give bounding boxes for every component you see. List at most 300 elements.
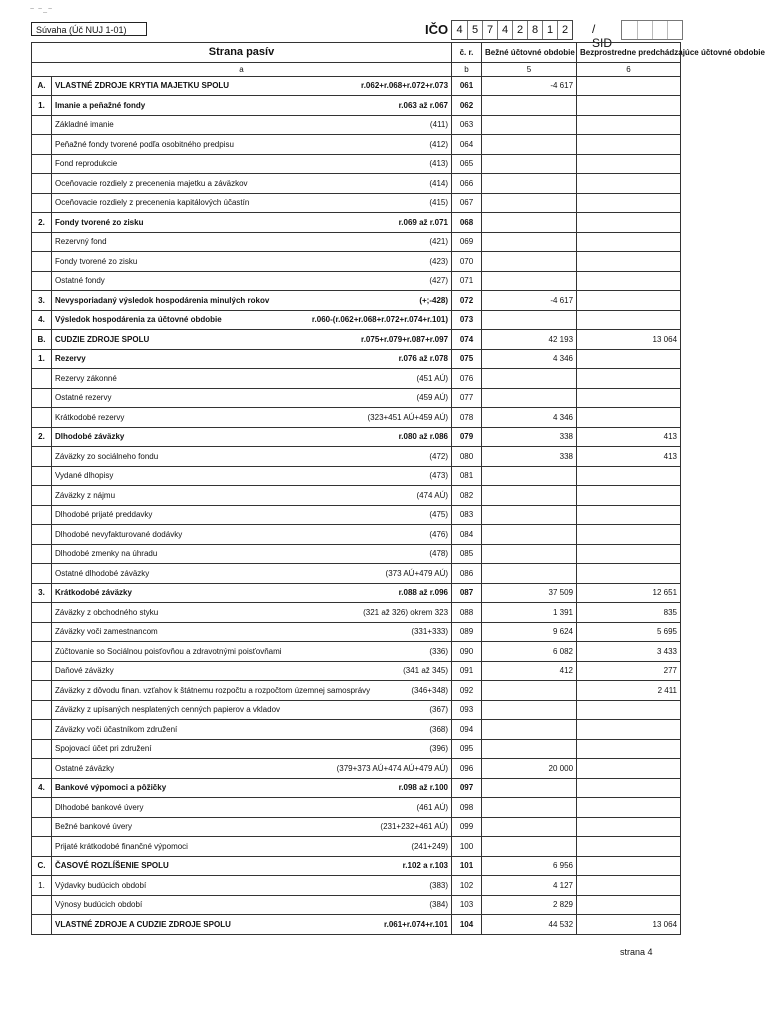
row-description (52, 837, 452, 857)
table-row (32, 76, 681, 96)
row-label: Výdavky budúcich období (55, 880, 147, 890)
row-label: Rezervy zákonné (55, 373, 117, 383)
row-reference: r.076 až r.078 (398, 354, 449, 364)
table-row (32, 252, 681, 272)
row-section-number: 2. (32, 213, 52, 233)
row-code: 096 (452, 759, 482, 779)
row-description (52, 447, 452, 467)
row-reference: r.080 až r.086 (398, 432, 449, 442)
row-label: Dlhodobé prijaté preddavky (55, 510, 153, 520)
row-description (52, 720, 452, 740)
row-previous-value: 3 433 (577, 642, 681, 662)
row-section-number (32, 447, 52, 467)
row-label: Peňažné fondy tvorené podľa osobitného predpisu (55, 139, 234, 149)
row-current-value (482, 193, 577, 213)
row-previous-value (577, 291, 681, 311)
row-section-number (32, 154, 52, 174)
table-row (32, 525, 681, 545)
row-current-value (482, 252, 577, 272)
table-body (32, 76, 681, 934)
table-row (32, 96, 681, 116)
row-description (52, 330, 452, 350)
table-row (32, 466, 681, 486)
row-previous-value (577, 895, 681, 915)
row-label: Základné imanie (55, 120, 114, 130)
sid-cell (622, 21, 637, 39)
row-reference: (412) (429, 139, 449, 149)
row-label: Fondy tvorené zo zisku (55, 217, 144, 227)
row-reference: (373 AÚ+479 AÚ) (385, 568, 449, 578)
row-current-value (482, 135, 577, 155)
sid-label: / SID (592, 22, 613, 50)
row-previous-value (577, 837, 681, 857)
row-code: 084 (452, 525, 482, 545)
row-reference: (+;-428) (419, 295, 449, 305)
row-code: 062 (452, 96, 482, 116)
row-current-value (482, 564, 577, 584)
row-previous-value (577, 817, 681, 837)
row-current-value (482, 486, 577, 506)
row-current-value (482, 739, 577, 759)
row-section-number (32, 544, 52, 564)
row-section-number (32, 603, 52, 623)
row-section-number (32, 817, 52, 837)
row-previous-value (577, 466, 681, 486)
row-code: 066 (452, 174, 482, 194)
row-previous-value (577, 76, 681, 96)
ico-digit: 1 (542, 21, 557, 39)
row-description (52, 193, 452, 213)
row-section-number (32, 739, 52, 759)
row-code: 071 (452, 271, 482, 291)
row-description (52, 681, 452, 701)
row-description (52, 817, 452, 837)
row-code: 099 (452, 817, 482, 837)
row-code: 085 (452, 544, 482, 564)
row-section-number (32, 798, 52, 818)
row-description (52, 856, 452, 876)
row-code: 076 (452, 369, 482, 389)
row-code: 075 (452, 349, 482, 369)
column-header-title: Strana pasív (32, 43, 452, 63)
row-section-number (32, 135, 52, 155)
row-description (52, 739, 452, 759)
ico-digit: 5 (467, 21, 482, 39)
row-section-number (32, 252, 52, 272)
row-description (52, 759, 452, 779)
row-label: VLASTNÉ ZDROJE A CUDZIE ZDROJE SPOLU (55, 919, 231, 929)
row-description (52, 174, 452, 194)
row-description (52, 661, 452, 681)
row-reference: r.075+r.079+r.087+r.097 (361, 334, 449, 344)
table-row (32, 661, 681, 681)
row-section-number (32, 369, 52, 389)
row-code: 064 (452, 135, 482, 155)
row-reference: (411) (429, 120, 449, 130)
row-reference: r.098 až r.100 (398, 783, 449, 793)
row-previous-value (577, 408, 681, 428)
sid-cell (637, 21, 652, 39)
row-code: 098 (452, 798, 482, 818)
row-code: 078 (452, 408, 482, 428)
table-row (32, 759, 681, 779)
row-previous-value (577, 271, 681, 291)
row-section-number (32, 661, 52, 681)
row-description (52, 544, 452, 564)
row-code: 072 (452, 291, 482, 311)
row-label: Ostatné záväzky (55, 763, 115, 773)
table-row (32, 915, 681, 935)
row-reference: (383) (429, 880, 449, 890)
table-row (32, 330, 681, 350)
row-code: 077 (452, 388, 482, 408)
row-reference: r.088 až r.096 (398, 588, 449, 598)
row-label: Vydané dlhopisy (55, 471, 114, 481)
row-section-number: 3. (32, 583, 52, 603)
row-current-value: 9 624 (482, 622, 577, 642)
row-reference: r.060-(r.062+r.068+r.072+r.074+r.101) (311, 315, 449, 325)
table-row (32, 447, 681, 467)
row-description (52, 388, 452, 408)
row-description (52, 583, 452, 603)
row-label: Ostatné fondy (55, 276, 105, 286)
table-row (32, 895, 681, 915)
row-section-number (32, 271, 52, 291)
row-label: Imanie a peňažné fondy (55, 100, 146, 110)
row-label: Záväzky z upísaných nesplatených cenných papierov a vkladov (55, 705, 281, 715)
row-label: Výnosy budúcich období (55, 900, 143, 910)
row-current-value (482, 174, 577, 194)
table-row (32, 564, 681, 584)
table-row (32, 505, 681, 525)
row-current-value (482, 700, 577, 720)
row-code: 091 (452, 661, 482, 681)
row-previous-value (577, 232, 681, 252)
row-reference: (476) (429, 529, 449, 539)
row-label: Záväzky z obchodného styku (55, 607, 159, 617)
row-label: Zúčtovanie so Sociálnou poisťovňou a zdravotnými poisťovňami (55, 646, 282, 656)
table-row (32, 349, 681, 369)
table-row (32, 720, 681, 740)
row-description (52, 778, 452, 798)
column-letter: 5 (482, 62, 577, 76)
row-description (52, 642, 452, 662)
table-row (32, 486, 681, 506)
row-description (52, 486, 452, 506)
row-previous-value (577, 213, 681, 233)
row-reference: (379+373 AÚ+474 AÚ+479 AÚ) (336, 763, 449, 773)
row-code: 067 (452, 193, 482, 213)
row-previous-value (577, 544, 681, 564)
row-code: 073 (452, 310, 482, 330)
row-current-value: 20 000 (482, 759, 577, 779)
row-current-value: 6 082 (482, 642, 577, 662)
row-section-number: C. (32, 856, 52, 876)
row-previous-value (577, 369, 681, 389)
row-description (52, 369, 452, 389)
row-section-number (32, 505, 52, 525)
ico-digit-cells (451, 20, 573, 40)
table-row (32, 622, 681, 642)
row-previous-value (577, 505, 681, 525)
row-reference: (231+232+461 AÚ) (380, 822, 449, 832)
row-current-value (482, 310, 577, 330)
row-description (52, 154, 452, 174)
row-code: 100 (452, 837, 482, 857)
row-code: 070 (452, 252, 482, 272)
row-section-number (32, 486, 52, 506)
row-current-value: 4 346 (482, 408, 577, 428)
row-section-number (32, 622, 52, 642)
row-previous-value: 413 (577, 447, 681, 467)
table-row (32, 310, 681, 330)
row-code: 093 (452, 700, 482, 720)
row-current-value: 44 532 (482, 915, 577, 935)
row-label: Dlhodobé bankové úvery (55, 802, 144, 812)
row-code: 065 (452, 154, 482, 174)
row-label: Bežné bankové úvery (55, 822, 132, 832)
row-label: Oceňovacie rozdiely z precenenia majetku a záväzkov (55, 178, 248, 188)
row-label: Fond reprodukcie (55, 159, 118, 169)
row-label: ČASOVÉ ROZLÍŠENIE SPOLU (55, 861, 169, 871)
row-current-value (482, 778, 577, 798)
row-previous-value: 835 (577, 603, 681, 623)
row-previous-value (577, 778, 681, 798)
row-label: Záväzky voči zamestnancom (55, 627, 158, 637)
page-number: strana 4 (620, 947, 653, 957)
row-current-value (482, 271, 577, 291)
row-description (52, 96, 452, 116)
row-previous-value: 277 (577, 661, 681, 681)
row-description (52, 408, 452, 428)
row-label: Oceňovacie rozdiely z precenenia kapitálových účastín (55, 198, 250, 208)
row-code: 088 (452, 603, 482, 623)
row-code: 080 (452, 447, 482, 467)
row-reference: r.061+r.074+r.101 (383, 919, 449, 929)
row-label: CUDZIE ZDROJE SPOLU (55, 334, 150, 344)
row-section-number (32, 895, 52, 915)
row-current-value: -4 617 (482, 291, 577, 311)
row-description (52, 427, 452, 447)
row-section-number (32, 915, 52, 935)
table-row (32, 232, 681, 252)
row-previous-value: 13 064 (577, 330, 681, 350)
row-section-number (32, 193, 52, 213)
row-reference: (241+249) (411, 841, 449, 851)
row-reference: (321 až 326) okrem 323 (363, 607, 449, 617)
row-current-value (482, 505, 577, 525)
row-code: 097 (452, 778, 482, 798)
row-previous-value (577, 564, 681, 584)
row-current-value (482, 525, 577, 545)
table-row (32, 856, 681, 876)
header-scribble: ~ ~_~ (30, 6, 54, 13)
row-current-value: 338 (482, 447, 577, 467)
row-description (52, 622, 452, 642)
table-row (32, 700, 681, 720)
row-reference: (413) (429, 159, 449, 169)
column-header-current-period: Bežné účtovné obdobie (482, 43, 577, 63)
row-section-number: A. (32, 76, 52, 96)
row-description (52, 876, 452, 896)
row-code: 101 (452, 856, 482, 876)
row-reference: r.102 a r.103 (402, 861, 449, 871)
ico-digit: 4 (456, 24, 463, 36)
row-label: Záväzky z nájmu (55, 490, 116, 500)
row-description (52, 291, 452, 311)
row-description (52, 135, 452, 155)
row-section-number (32, 720, 52, 740)
row-previous-value (577, 388, 681, 408)
table-row (32, 154, 681, 174)
row-section-number (32, 759, 52, 779)
row-reference: (478) (429, 549, 449, 559)
table-row (32, 739, 681, 759)
row-code: 069 (452, 232, 482, 252)
row-reference: (421) (429, 237, 449, 247)
ico-digit: 2 (557, 21, 572, 39)
row-label: VLASTNÉ ZDROJE KRYTIA MAJETKU SPOLU (55, 81, 230, 91)
table-row (32, 408, 681, 428)
row-label: Záväzky voči účastníkom združení (55, 724, 178, 734)
row-label: Dlhodobé nevyfakturované dodávky (55, 529, 183, 539)
row-section-number (32, 525, 52, 545)
row-description (52, 798, 452, 818)
row-label: Bankové výpomoci a pôžičky (55, 783, 167, 793)
row-current-value (482, 817, 577, 837)
row-current-value: -4 617 (482, 76, 577, 96)
row-section-number: 2. (32, 427, 52, 447)
table-row (32, 213, 681, 233)
row-label: Dlhodobé zmenky na úhradu (55, 549, 158, 559)
row-previous-value: 13 064 (577, 915, 681, 935)
row-previous-value (577, 135, 681, 155)
row-description (52, 700, 452, 720)
row-reference: (346+348) (411, 685, 449, 695)
row-code: 063 (452, 115, 482, 135)
row-current-value: 6 956 (482, 856, 577, 876)
row-previous-value (577, 310, 681, 330)
ico-digit: 2 (512, 21, 527, 39)
row-code: 086 (452, 564, 482, 584)
row-reference: (396) (429, 744, 449, 754)
row-description (52, 505, 452, 525)
row-label: Fondy tvorené zo zisku (55, 256, 138, 266)
row-current-value (482, 837, 577, 857)
row-reference: (331+333) (411, 627, 449, 637)
row-previous-value (577, 525, 681, 545)
row-current-value (482, 388, 577, 408)
row-previous-value (577, 349, 681, 369)
row-reference: r.062+r.068+r.072+r.073 (361, 81, 449, 91)
row-section-number: 3. (32, 291, 52, 311)
row-reference: (472) (429, 451, 449, 461)
row-reference: (368) (429, 724, 449, 734)
row-description (52, 232, 452, 252)
row-code: 104 (452, 915, 482, 935)
row-previous-value (577, 486, 681, 506)
row-previous-value (577, 700, 681, 720)
row-current-value (482, 544, 577, 564)
row-current-value: 412 (482, 661, 577, 681)
row-section-number (32, 408, 52, 428)
row-previous-value (577, 876, 681, 896)
row-reference: (475) (429, 510, 449, 520)
row-previous-value (577, 856, 681, 876)
row-description (52, 564, 452, 584)
row-section-number (32, 700, 52, 720)
row-label: Rezervný fond (55, 237, 107, 247)
ico-digit: 4 (497, 21, 512, 39)
column-letter: a (32, 62, 452, 76)
row-description (52, 213, 452, 233)
table-row (32, 583, 681, 603)
row-reference: (459 AÚ) (416, 393, 449, 403)
sid-cell (652, 21, 667, 39)
row-code: 061 (452, 76, 482, 96)
table-row (32, 427, 681, 447)
row-reference: r.069 až r.071 (398, 217, 449, 227)
row-label: Záväzky zo sociálneho fondu (55, 451, 159, 461)
row-section-number (32, 642, 52, 662)
row-reference: (336) (429, 646, 449, 656)
row-code: 079 (452, 427, 482, 447)
row-reference: (427) (429, 276, 449, 286)
row-current-value: 1 391 (482, 603, 577, 623)
table-row (32, 817, 681, 837)
table-row (32, 681, 681, 701)
row-section-number: 1. (32, 876, 52, 896)
row-section-number (32, 837, 52, 857)
table-row (32, 193, 681, 213)
row-reference: (473) (429, 471, 449, 481)
row-reference: (461 AÚ) (416, 802, 449, 812)
row-section-number (32, 564, 52, 584)
row-label: Záväzky z dôvodu finan. vzťahov k štátnemu rozpočtu a rozpočtom územnej samosprávy (55, 685, 371, 695)
ico-digit: 7 (482, 21, 497, 39)
row-current-value (482, 213, 577, 233)
row-current-value: 4 127 (482, 876, 577, 896)
table-row (32, 544, 681, 564)
row-reference: (415) (429, 198, 449, 208)
row-reference: (384) (429, 900, 449, 910)
row-code: 089 (452, 622, 482, 642)
row-section-number (32, 388, 52, 408)
row-reference: (341 až 345) (403, 666, 449, 676)
table-row (32, 174, 681, 194)
row-current-value (482, 96, 577, 116)
row-code: 081 (452, 466, 482, 486)
row-previous-value (577, 798, 681, 818)
row-current-value (482, 466, 577, 486)
row-reference: (451 AÚ) (416, 373, 449, 383)
row-code: 094 (452, 720, 482, 740)
table-row (32, 837, 681, 857)
ico-label: IČO (425, 22, 449, 37)
row-current-value (482, 154, 577, 174)
row-section-number: 4. (32, 310, 52, 330)
row-previous-value (577, 193, 681, 213)
row-previous-value (577, 115, 681, 135)
row-description (52, 349, 452, 369)
row-label: Prijaté krátkodobé finančné výpomoci (55, 841, 188, 851)
row-section-number: 1. (32, 96, 52, 116)
row-label: Krátkodobé záväzky (55, 588, 132, 598)
row-code: 087 (452, 583, 482, 603)
row-label: Rezervy (55, 354, 86, 364)
row-code: 092 (452, 681, 482, 701)
row-previous-value (577, 720, 681, 740)
